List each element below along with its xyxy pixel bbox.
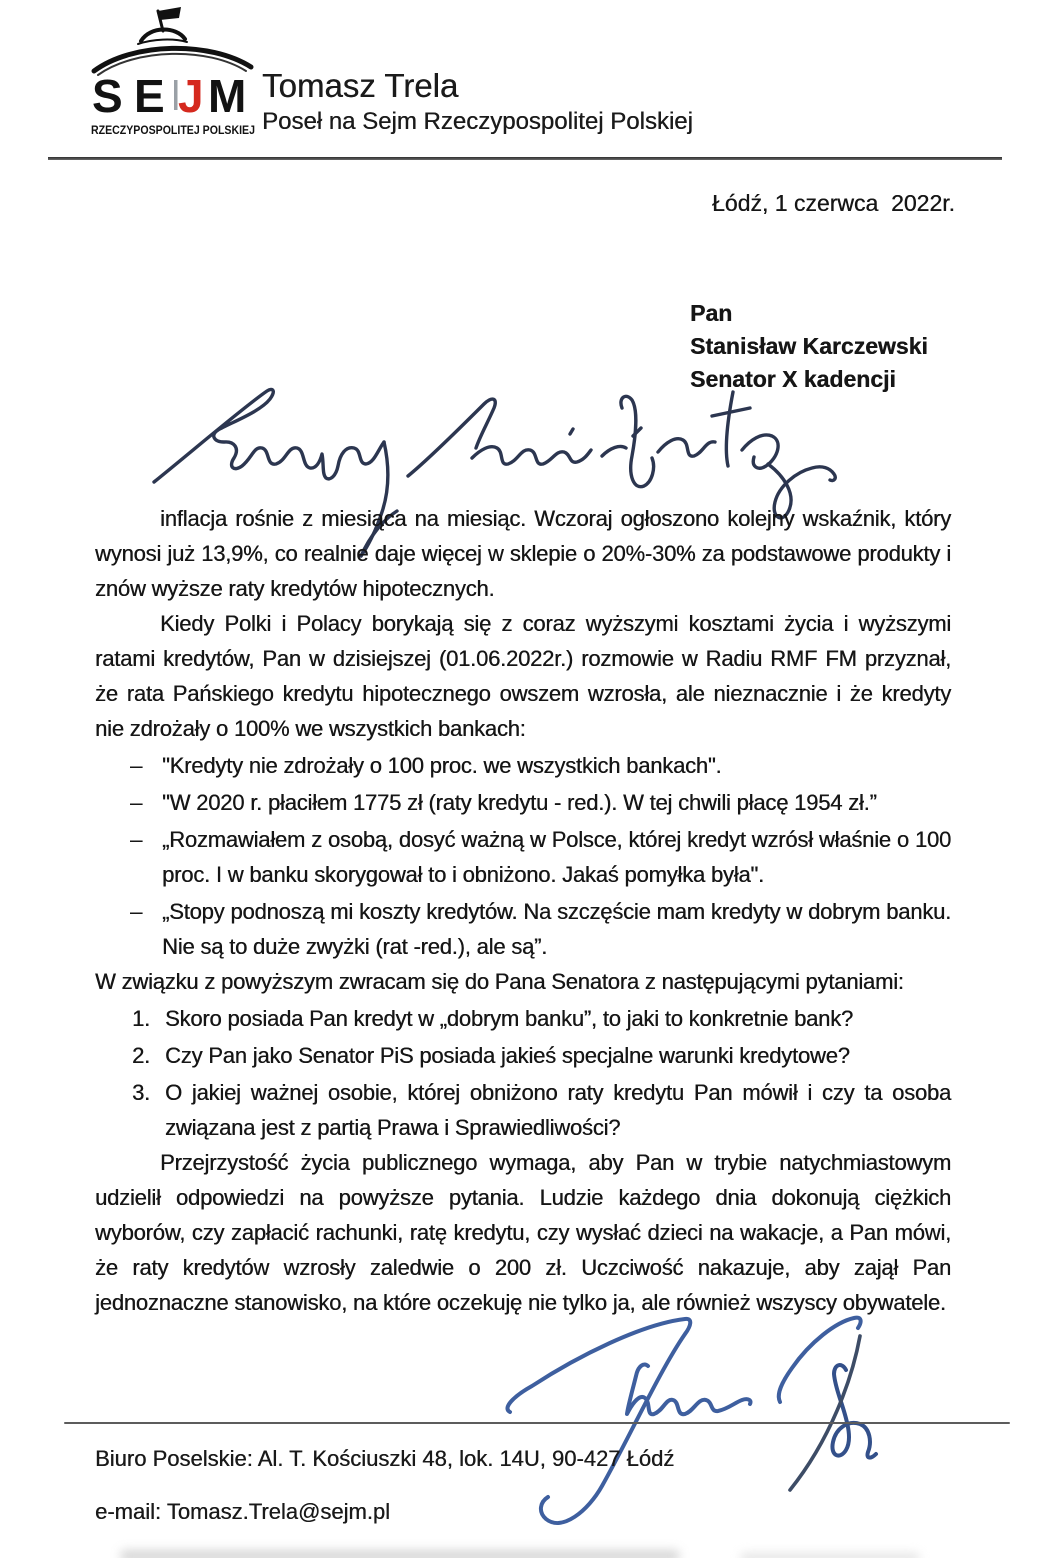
addressee-name: Stanisław Karczewski [690,333,928,359]
quote-item [95,822,951,892]
sender-name: Tomasz Trela [262,67,459,104]
footer [95,1440,674,1525]
quote-item [95,748,951,783]
addressee-salutation: Pan [690,300,733,326]
office-address: Biuro Poselskie: Al. T. Kościuszki 48, lok. 14U, 90-427 Łódź [95,1446,675,1471]
letterhead-divider [48,157,1002,160]
question-list [95,1001,951,1145]
addressee-role: Senator X kadencji [690,366,896,392]
question-item [95,1038,951,1073]
quote-text: „Rozmawiałem z osobą, dosyć ważną w Polsce, której kredyt wzrósł właśnie o 100 proc. I w banku skorygował to i obniżono. Jakaś pomyłka była". [162,827,951,887]
flag-icon [158,7,181,20]
paragraph-inflation: inflacja rośnie z miesiąca na miesiąc. Wczoraj ogłoszono kolejny wskaźnik, który wynosi już 13,9%, co realnie daje więcej w sklepie o 20%-30% za podstawowe produkty i znów wyższe raty kredytów hipotecznych. [95,506,951,601]
question-text: Czy Pan jako Senator PiS posiada jakieś specjalne warunki kredytowe? [165,1043,850,1068]
logo-letter-j: J [178,70,204,122]
question-number: 1. [132,1006,150,1031]
quote-text: "W 2020 r. płaciłem 1775 zł (raty kredytu - red.). W tej chwili płacę 1954 zł.” [162,790,877,815]
sejm-logo [88,4,258,140]
dash-bullet: – [130,899,143,924]
quote-item [95,894,951,964]
footer-divider [64,1422,1010,1424]
question-number: 2. [132,1043,150,1068]
sender-block [262,68,693,136]
letter-body [95,501,951,1320]
quote-item [95,785,951,820]
logo-letter-m: M [208,70,247,122]
quote-text: „Stopy podnoszą mi koszty kredytów. Na szczęście mam kredyty w dobrym banku. Nie są to duże zwyżki (rat -red.), ale są”. [162,899,951,959]
addressee-block [690,297,928,396]
sejm-dome-icon [88,4,258,140]
logo-letter-e: E [134,70,165,122]
logo-letter-s: S [92,70,123,122]
question-item [95,1001,951,1036]
dash-bullet: – [130,827,143,852]
dash-bullet: – [130,753,143,778]
sender-title: Poseł na Sejm Rzeczypospolitej Polskiej [262,108,693,135]
quote-text: "Kredyty nie zdrożały o 100 proc. we wszystkich bankach". [162,753,722,778]
logo-j-gray-stripe [174,80,178,110]
paragraph-radio-interview: Kiedy Polki i Polacy borykają się z coraz wyższymi kosztami życia i wyższymi ratami kredytów, Pan w dzisiejszej (01.06.2022r.) rozmowie w Radiu RMF FM przyznał, że rata Pańskiego kredytu hipotecznego owszem wzrosła, ale nieznacznie i że kredyty nie zdrożały o 100% we wszystkich bankach: [95,611,951,741]
dateline: Łódź, 1 czerwca 2022r. [712,190,955,216]
paragraph-closing: Przejrzystość życia publicznego wymaga, aby Pan w trybie natychmiastowym udzielił odpowiedzi na powyższe pytania. Ludzie każdego dnia dokonują ciężkich wyborów, czy zapłacić rachunki, ratę kredytu, czy wysłać dzieci na wakacje, a Pan mówi, że raty kredytów wzrosły zaledwie o 200 zł. Uczciwość nakazuje, aby zajął Pan jednoznaczne stanowisko, na które oczekuję nie tylko ja, ale również wszyscy obywatele. [95,1150,951,1315]
question-text: O jakiej ważnej osobie, której obniżono raty kredytu Pan mówił i czy ta osoba związana jest z partią Prawa i Sprawiedliwości? [165,1080,951,1140]
scan-artifact [740,1553,920,1558]
logo-subtitle: RZECZYPOSPOLITEJ POLSKIEJ [91,125,255,137]
question-text: Skoro posiada Pan kredyt w „dobrym banku”, to jaki to konkretnie bank? [165,1006,853,1031]
quote-list [95,748,951,964]
question-item [95,1075,951,1145]
question-number: 3. [132,1080,150,1105]
scan-artifact [120,1550,680,1558]
dash-bullet: – [130,790,143,815]
questions-lead: W związku z powyższym zwracam się do Pana Senatora z następującymi pytaniami: [95,969,904,994]
email-address: e-mail: Tomasz.Trela@sejm.pl [95,1499,390,1524]
